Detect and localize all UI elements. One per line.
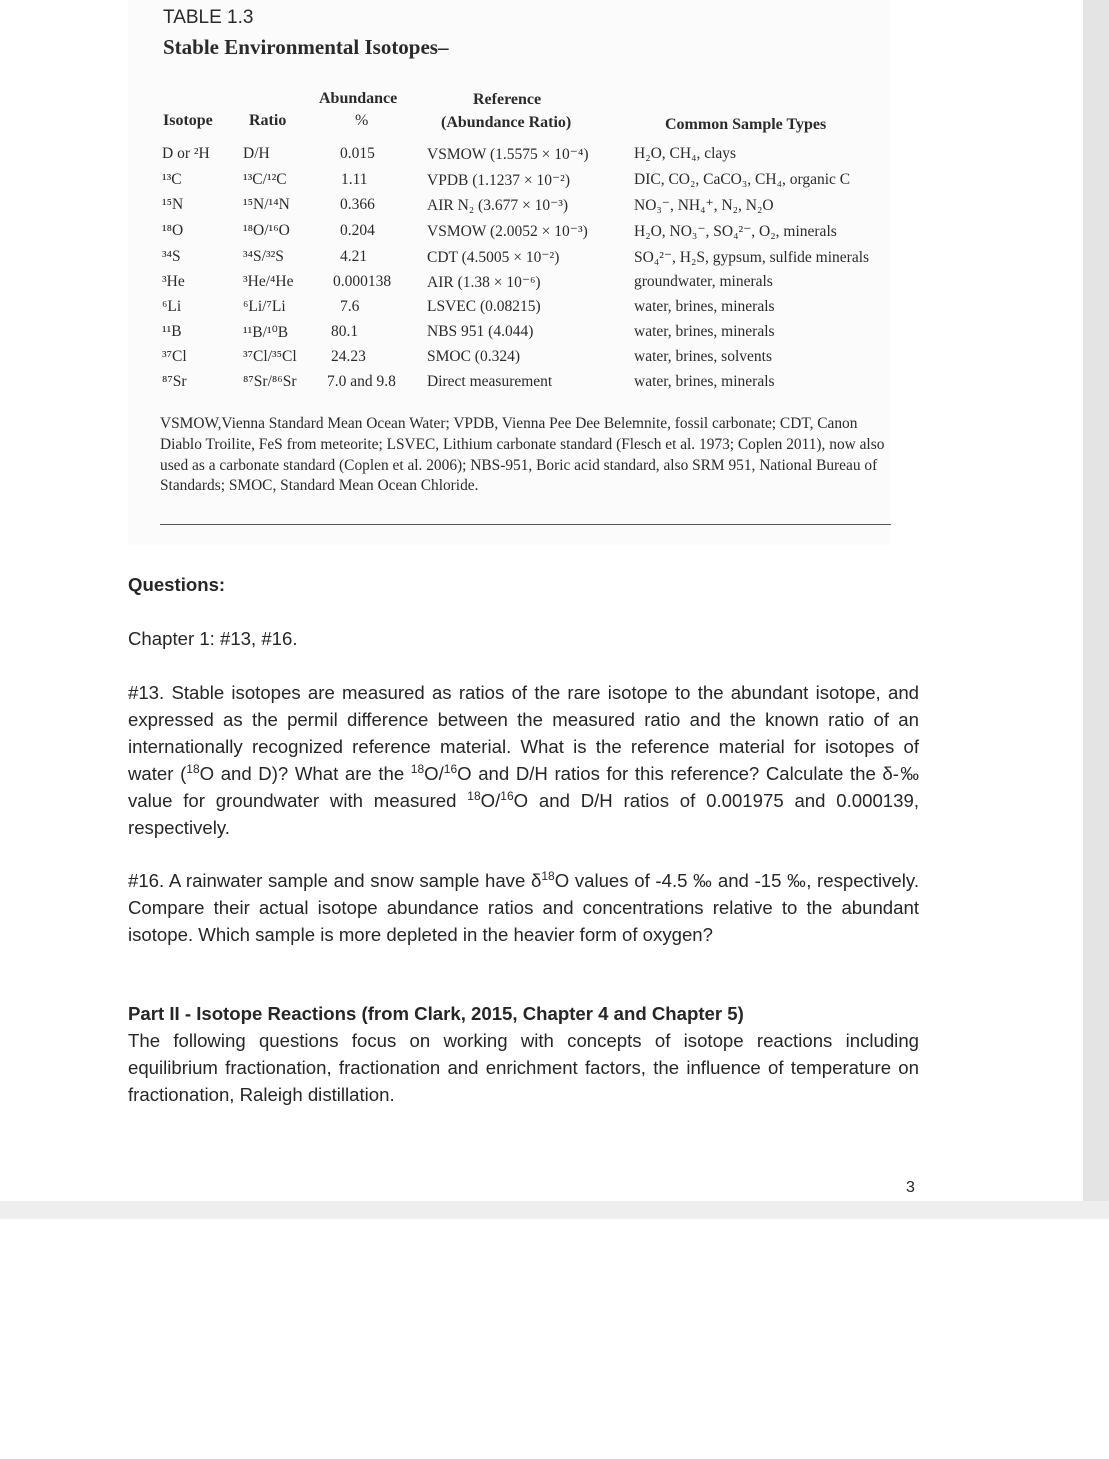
cell-ratio: ⁸⁷Sr/⁸⁶Sr [243, 373, 297, 390]
cell-reference: NBS 951 (4.044) [427, 323, 534, 340]
question-13 [128, 679, 919, 841]
table-bottom-rule [160, 524, 891, 525]
part2-text: The following questions focus on working with concepts of isotope reactions including equilibrium fractionation, fractionation and enrichment factors, the influence of temperature on fractionation, Raleigh distillation. [128, 1030, 919, 1105]
cell-abundance: 7.6 [340, 298, 360, 315]
cell-ratio: ³He/⁴He [243, 273, 294, 290]
cell-ratio: D/H [243, 145, 270, 162]
cell-samples: H₂O, CH₄, clays [634, 145, 737, 162]
question-16 [128, 867, 919, 948]
q13-text: O and D/H ratios for this reference? Calculate the δ-‰ value for groundwater with measured [128, 763, 919, 811]
cell-abundance: 0.204 [340, 222, 375, 239]
cell-samples: SO₄²⁻, H₂S, gypsum, sulfide minerals [634, 249, 870, 266]
q13-sup: 18 [410, 761, 425, 776]
cell-abundance: 80.1 [331, 323, 359, 340]
q13-text: O/ [480, 790, 501, 811]
q13-sup: 18 [467, 788, 481, 803]
cell-isotope: D or ²H [162, 145, 210, 162]
q13-sup: 16 [500, 788, 514, 803]
header-reference: Reference [473, 91, 542, 108]
cell-ratio: ³⁷Cl/³⁵Cl [243, 348, 297, 365]
cell-isotope: ³⁷Cl [162, 348, 187, 365]
cell-samples: water, brines, minerals [634, 298, 775, 315]
q13-text: O/ [424, 763, 444, 784]
cell-isotope: ³He [162, 273, 185, 290]
cell-ratio: ¹⁵N/¹⁴N [243, 196, 290, 213]
header-sample-types: Common Sample Types [665, 116, 827, 133]
scrollbar-track[interactable] [1083, 0, 1109, 1201]
cell-abundance: 1.11 [341, 171, 368, 188]
cell-isotope: ⁶Li [162, 298, 182, 315]
table-footnote: VSMOW,Vienna Standard Mean Ocean Water; VPDB, Vienna Pee Dee Belemnite, fossil carbonate; CDT, Canon Diablo Troilite, FeS from meteorite; LSVEC, Lithium carbonate standard (Flesch et al. 1973; Coplen 2011), now also used as a carbonate standard (Coplen et al. 2006); NBS-951, Boric acid standard, also SRM 951, National Bureau of Standards; SMOC, Standard Mean Ocean Chloride. [160, 415, 885, 495]
questions-heading: Questions: [128, 574, 226, 595]
cell-isotope: ³⁴S [162, 248, 181, 265]
q13-sup: 16 [443, 761, 458, 776]
cell-ratio: ⁶Li/⁷Li [243, 298, 286, 315]
header-abundance: Abundance [319, 90, 398, 107]
q13-text: #13. Stable isotopes are measured as ratios of the rare isotope to the abundant isotope, and expressed as the permil difference between the measured ratio and the known ratio of an internationally recognized reference material. What is the reference material for isotopes of water ( [128, 682, 919, 784]
part2-heading: Part II - Isotope Reactions (from Clark, 2015, Chapter 4 and Chapter 5) [128, 1003, 744, 1024]
cell-samples: water, brines, solvents [634, 348, 772, 365]
q13-text: O and D)? What are the [199, 763, 411, 784]
q16-text: #16. A rainwater sample and snow sample have δ [128, 870, 542, 891]
cell-reference: VPDB (1.1237 × 10⁻²) [427, 172, 570, 189]
header-ratio: Ratio [249, 112, 287, 129]
q16-sup: 18 [541, 868, 555, 883]
cell-reference: VSMOW (1.5575 × 10⁻⁴) [427, 146, 589, 163]
page-number: 3 [906, 1179, 915, 1196]
cell-isotope: ¹¹B [162, 323, 182, 340]
cell-abundance: 0.015 [340, 145, 375, 162]
header-isotope: Isotope [163, 112, 213, 129]
header-reference-sub: (Abundance Ratio) [441, 114, 572, 131]
cell-ratio: ³⁴S/³²S [243, 248, 284, 265]
chapter-line: Chapter 1: #13, #16. [128, 628, 298, 649]
q13-text: O and D/H ratios of 0.001975 and 0.000139, respectively. [128, 790, 920, 838]
cell-reference: VSMOW (2.0052 × 10⁻³) [427, 223, 588, 240]
cell-abundance: 4.21 [340, 248, 368, 265]
cell-samples: water, brines, minerals [634, 373, 775, 390]
table-title: Stable Environmental Isotopes– [163, 35, 449, 59]
cell-abundance: 0.366 [340, 196, 375, 213]
cell-ratio: ¹¹B/¹⁰B [243, 324, 289, 341]
cell-isotope: ¹³C [162, 171, 182, 188]
cell-reference: AIR N₂ (3.677 × 10⁻³) [427, 197, 569, 214]
cell-samples: DIC, CO₂, CaCO₃, CH₄, organic C [634, 171, 851, 188]
cell-reference: AIR (1.38 × 10⁻⁶) [427, 274, 541, 291]
q13-sup: 18 [186, 761, 200, 776]
header-abundance-unit: % [355, 112, 369, 129]
cell-isotope: ¹⁵N [162, 196, 184, 213]
cell-samples: groundwater, minerals [634, 273, 773, 290]
cell-reference: CDT (4.5005 × 10⁻²) [427, 249, 560, 266]
cell-abundance: 24.23 [331, 348, 366, 365]
cell-reference: Direct measurement [427, 373, 553, 390]
cell-isotope: ⁸⁷Sr [162, 373, 187, 390]
cell-abundance: 0.000138 [333, 273, 392, 290]
q16-text: O values of -4.5 ‰ and -15 ‰, respectively. Compare their actual isotope abundance ratios and concentrations relative to the abundant isotope. Which sample is more depleted in the heavier form of oxygen? [128, 870, 919, 945]
cell-reference: SMOC (0.324) [427, 348, 521, 365]
cell-reference: LSVEC (0.08215) [427, 298, 541, 315]
cell-samples: NO₃⁻, NH₄⁺, N₂, N₂O [634, 197, 774, 214]
cell-ratio: ¹⁸O/¹⁶O [243, 222, 290, 239]
table-caption: TABLE 1.3 [163, 7, 254, 28]
page-bottom-edge [0, 1201, 1109, 1219]
cell-abundance: 7.0 and 9.8 [327, 373, 396, 390]
cell-samples: H₂O, NO₃⁻, SO₄²⁻, O₂, minerals [634, 223, 837, 240]
cell-samples: water, brines, minerals [634, 323, 775, 340]
cell-ratio: ¹³C/¹²C [243, 171, 287, 188]
cell-isotope: ¹⁸O [162, 222, 184, 239]
